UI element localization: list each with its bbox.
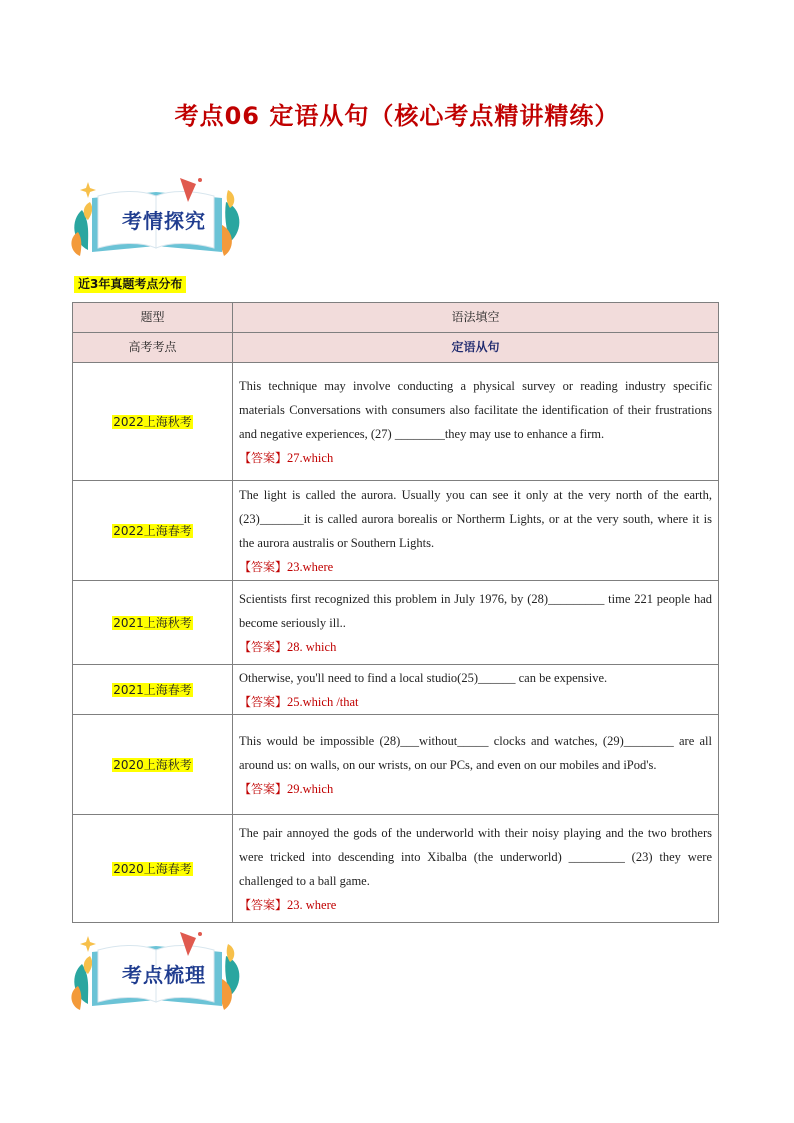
header-cell-type-value: 语法填空: [233, 303, 719, 333]
question-cell: [233, 715, 719, 815]
answer-label: 【答案】: [239, 450, 288, 465]
table-row: [73, 581, 719, 665]
answer-label: 【答案】: [239, 559, 288, 574]
question-text: Scientists first recognized this problem in July 1976, by (28)_________ time 221 people had become seriously ill..: [239, 591, 712, 630]
distribution-label: 近3年真题考点分布: [74, 276, 186, 293]
question-text: This would be impossible (28)___without_____ clocks and watches, (29)________ are all around us: on walls, on our wrists, on our PCs, and even on our mobiles and iPod's.: [239, 733, 712, 772]
answer-line: [239, 777, 712, 801]
exam-cell: [73, 363, 233, 481]
exam-tag: 2020上海春考: [113, 861, 192, 876]
answer-line: [239, 635, 712, 659]
answer-label: 【答案】: [239, 781, 288, 796]
table-subheader-row: [73, 333, 719, 363]
exam-tag: 2022上海春考: [113, 523, 192, 538]
table-row: [73, 815, 719, 923]
exam-cell: [73, 665, 233, 715]
question-text: Otherwise, you'll need to find a local studio(25)______ can be expensive.: [239, 670, 608, 685]
question-cell: [233, 581, 719, 665]
answer-label: 【答案】: [239, 639, 288, 654]
answer-label: 【答案】: [239, 897, 288, 912]
table-row: [73, 665, 719, 715]
exam-tag: 2021上海秋考: [113, 615, 192, 630]
header-cell-point: 高考考点: [73, 333, 233, 363]
answer-line: [239, 446, 712, 470]
table-row: [73, 715, 719, 815]
question-cell: [233, 815, 719, 923]
section-badge-kaodian: [68, 926, 246, 1018]
section-label-kaoqing: 考情探究: [122, 209, 206, 233]
header-cell-type: 题型: [73, 303, 233, 333]
answer-value: 28. which: [287, 639, 337, 654]
exam-tag: 2021上海春考: [113, 682, 192, 697]
answer-value: 23. where: [287, 897, 337, 912]
exam-distribution-table: [72, 302, 719, 923]
question-text: This technique may involve conducting a physical survey or reading industry specific materials Conversations with consumers also facilitate the identification of their frustrations and negative experiences, (27) ________they may use to enhance a firm.: [239, 378, 712, 441]
exam-cell: [73, 715, 233, 815]
answer-value: 29.which: [287, 781, 334, 796]
exam-cell: [73, 481, 233, 581]
question-cell: [233, 363, 719, 481]
table-row: [73, 481, 719, 581]
exam-tag: 2020上海秋考: [113, 757, 192, 772]
section-label-kaodian: 考点梳理: [122, 963, 206, 987]
exam-cell: [73, 581, 233, 665]
table-row: [73, 363, 719, 481]
answer-line: [239, 690, 712, 714]
exam-cell: [73, 815, 233, 923]
answer-line: [239, 893, 712, 917]
question-text: The pair annoyed the gods of the underworld with their noisy playing and the two brothers were tricked into descending into Xibalba (the underworld) _________ (23) they were challenged to a ball game.: [239, 825, 712, 888]
section-badge-kaoqing: [68, 172, 246, 264]
question-cell: [233, 481, 719, 581]
exam-tag: 2022上海秋考: [113, 414, 192, 429]
answer-value: 25.which /that: [287, 694, 359, 709]
answer-label: 【答案】: [239, 694, 288, 709]
header-cell-point-value: 定语从句: [233, 333, 719, 363]
question-text: The light is called the aurora. Usually you can see it only at the very north of the earth,(23)_______it is called aurora borealis or Northerm Lights, or at the very south, where it is the aurora australis or Southern Lights.: [239, 487, 712, 550]
answer-line: [239, 555, 712, 579]
answer-value: 23.where: [287, 559, 334, 574]
answer-value: 27.which: [287, 450, 334, 465]
table-header-row: [73, 303, 719, 333]
question-cell: [233, 665, 719, 715]
page-title: 考点06 定语从句（核心考点精讲精练）: [174, 102, 620, 130]
